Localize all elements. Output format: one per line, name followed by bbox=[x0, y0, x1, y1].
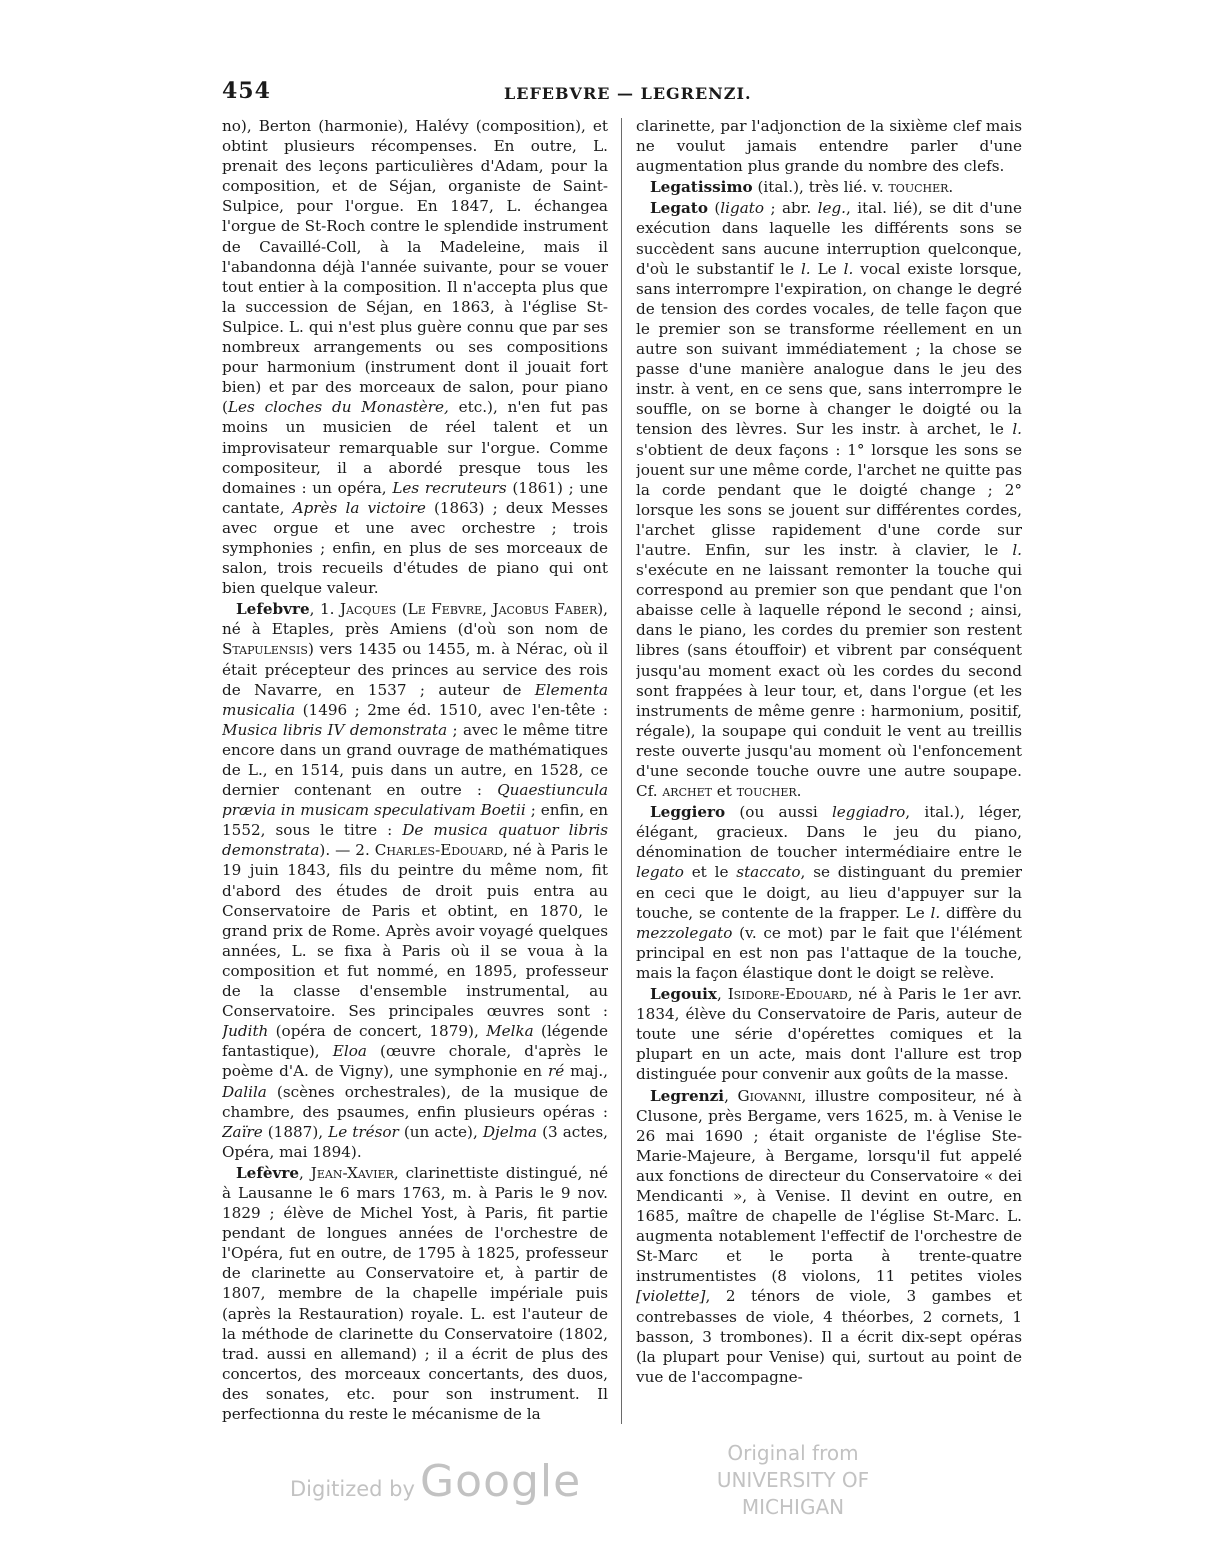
text-run: (1887), bbox=[262, 1122, 329, 1141]
italic-text: l. bbox=[843, 259, 854, 278]
headword: Legouix bbox=[650, 985, 717, 1004]
italic-text: ré bbox=[547, 1062, 565, 1081]
text-run: ) vers 1435 ou 1455, m. à Nérac, où il était précepteur des princes au service des rois de Navarre, en 1537 ; auteur de bbox=[222, 640, 608, 699]
small-caps-text: Giovanni bbox=[737, 1086, 802, 1105]
column-divider bbox=[621, 118, 622, 1424]
text-run: et le bbox=[683, 863, 737, 882]
text-run: , clarinettiste distingué, né à Lausanne le 6 mars 1763, m. à Paris le 9 nov. 1829 ; élève de Michel Yost, à Paris, fit partie pendant de longues années de l'orchestre de l'Opéra, fut en outre, de 1795 à 1825, professeur de clarinette au Conservatoire et, à partir de 1807, membre de la chapelle impériale puis (après la Restauration) royale. L. est l'auteur de la méthode de clarinette du Conservatoire (1802, trad. aussi en allemand) ; il a écrit de plus des concertos, des morceaux concertants, des duos, des sonates, etc. pour son instrument. Il perfectionna du reste le mécanisme de la bbox=[222, 1163, 608, 1423]
entry-paragraph bbox=[222, 599, 608, 1162]
italic-text: Eloa bbox=[332, 1042, 367, 1061]
text-run: (1863) ; deux Messes avec orgue et une avec orchestre ; trois symphonies ; enfin, en plus de ses morceaux de salon, trois recueils d'études de piano qui ont bien quelque valeur. bbox=[222, 498, 608, 598]
entry-paragraph bbox=[636, 1086, 1022, 1387]
italic-text: Le trésor bbox=[328, 1122, 399, 1141]
italic-text: l. bbox=[1012, 420, 1022, 439]
italic-text: Musica libris IV demonstrata bbox=[222, 720, 448, 739]
original-from-label: Original from bbox=[727, 1441, 859, 1465]
text-run: (1861) ; une cantate, bbox=[222, 478, 608, 517]
text-run: Le bbox=[810, 259, 844, 278]
small-caps-text: toucher bbox=[888, 178, 949, 197]
italic-text: Après la victoire bbox=[292, 498, 426, 517]
italic-text: Elementa musicalia bbox=[222, 680, 608, 719]
text-run: (opéra de concert, 1879), bbox=[268, 1022, 487, 1041]
entry-paragraph bbox=[222, 116, 608, 598]
small-caps-text: toucher bbox=[736, 782, 797, 801]
right-column bbox=[636, 116, 1022, 1436]
text-run: . bbox=[796, 782, 802, 801]
italic-text: l. bbox=[1012, 540, 1022, 559]
text-run: , 1. bbox=[309, 600, 340, 619]
small-caps-text: Stapulensis bbox=[222, 640, 308, 659]
text-run: (œuvre chorale, d'après le poème d'A. de Vigny), une symphonie en bbox=[222, 1042, 608, 1081]
google-wordmark: Google bbox=[420, 1456, 582, 1507]
text-run: etc.), n'en fut pas moins un musicien de réel talent et un improvisateur remarquable sur l'orgue. Comme compositeur, il a abordé presque tous les domaines : un opéra, bbox=[222, 398, 608, 497]
headword: Legatissimo bbox=[650, 178, 753, 197]
digitized-by-google bbox=[290, 1456, 581, 1507]
italic-text: staccato bbox=[736, 863, 801, 882]
text-run: . bbox=[948, 178, 954, 197]
text-run: , né à Paris le 19 juin 1843, fils du peintre du même nom, fit d'abord des études de droit puis entra au Conservatoire de Paris et obtint, en 1870, le grand prix de Rome. Après avoir voyagé quelques années, L. se fixa à Paris où il se voua à la composition et fut nommé, en 1895, professeur de la classe d'ensemble instrumental, au Conservatoire. Ses principales œuvres sont : bbox=[222, 841, 608, 1021]
text-run: , bbox=[724, 1086, 738, 1105]
text-run: (ital.), très lié. v. bbox=[752, 178, 889, 197]
original-from-notice bbox=[668, 1440, 918, 1521]
italic-text: leggiadro bbox=[831, 803, 906, 822]
headword: Legrenzi bbox=[650, 1086, 725, 1105]
text-run: , illustre compositeur, né à Clusone, près Bergame, vers 1625, m. à Venise le 26 mai 1690 ; était organiste de l'église Ste-Marie-Majeure, à Bergame, lorsqu'il fut appelé aux fonctions de directeur du Conservatoire « dei Mendicanti », à Venise. Il devint en outre, en 1685, maître de chapelle de l'église St-Marc. L. augmenta notablement l'effectif de l'orchestre de St-Marc et le porta à trente-quatre instrumentistes (8 violons, 11 petites violes bbox=[636, 1086, 1022, 1286]
text-run: ). — 2. bbox=[319, 841, 375, 860]
entry-paragraph bbox=[636, 116, 1022, 176]
italic-text: De musica quatuor libris demonstrata bbox=[222, 821, 608, 860]
text-run: s'obtient de deux façons : 1° lorsque les sons se jouent sur une même corde, l'archet ne quitte pas la corde pendant que le doigté change ; 2° lorsque les sons se jouent sur différentes cordes, l'archet glisse rapidement d'une corde sur l'autre. Enfin, sur les instr. à clavier, le bbox=[636, 440, 1022, 559]
small-caps-text: Jean-Xavier bbox=[310, 1163, 394, 1182]
text-run: (v. ce mot) par le fait que l'élément principal en est non pas l'attaque de la touche, mais la façon élastique dont le doigt se relève. bbox=[636, 923, 1022, 982]
small-caps-text: archet bbox=[662, 782, 712, 801]
italic-text: Les cloches du Monastère, bbox=[227, 398, 449, 417]
italic-text: Quaestiuncula prævia in musicam speculativam Boetii bbox=[222, 781, 608, 820]
italic-text: ligato bbox=[720, 199, 765, 218]
italic-text: Zaïre bbox=[222, 1122, 263, 1141]
headword: Leggiero bbox=[650, 803, 726, 822]
scan-watermark bbox=[0, 1440, 1207, 1519]
italic-text: Dalila bbox=[222, 1082, 267, 1101]
small-caps-text: Jacques (Le Febvre, Jacobus Faber) bbox=[339, 600, 604, 619]
entry-paragraph bbox=[636, 198, 1022, 801]
entry-paragraph bbox=[636, 984, 1022, 1084]
italic-text: mezzolegato bbox=[636, 923, 733, 942]
italic-text: Djelma bbox=[482, 1122, 538, 1141]
text-run: , ital.), léger, élégant, gracieux. Dans le jeu du piano, dénomination de toucher intermédiaire entre le bbox=[636, 803, 1022, 862]
italic-text: Melka bbox=[486, 1022, 534, 1041]
text-run: ; enfin, en 1552, sous le titre : bbox=[222, 801, 608, 840]
text-run: , ital. lié), se dit d'une exécution dans laquelle les différents sons se succèdent sans aucune interruption quelconque, d'où le substantif le bbox=[636, 199, 1022, 278]
entry-paragraph bbox=[636, 802, 1022, 983]
page-number: 454 bbox=[222, 78, 271, 104]
text-run: diffère du bbox=[940, 903, 1022, 922]
entry-paragraph bbox=[636, 177, 1022, 197]
running-title: LEFEBVRE — LEGRENZI. bbox=[504, 84, 752, 103]
text-run: (ou aussi bbox=[725, 803, 832, 822]
text-run: (un acte), bbox=[398, 1122, 483, 1141]
headword: Lefèvre bbox=[236, 1163, 300, 1182]
italic-text: leg. bbox=[817, 199, 847, 218]
text-run: et bbox=[711, 782, 737, 801]
italic-text: Les recruteurs bbox=[392, 478, 507, 497]
italic-text: l. bbox=[800, 259, 811, 278]
text-run: vocal existe lorsque, sans interrompre l'expiration, on change le degré de tension des cordes vocales, de telle façon que le premier son se transforme réellement en un autre son suivant immédiatement ; la chose se passe d'une manière analogue dans le jeu des instr. à vent, en ce sens que, sans interrompre le souffle, on se borne à changer le doigté ou la tension des lèvres. Sur les instr. à archet, le bbox=[636, 259, 1022, 439]
small-caps-text: Isidore-Edouard bbox=[727, 985, 848, 1004]
italic-text: legato bbox=[636, 863, 684, 882]
digitized-prefix: Digitized by bbox=[290, 1477, 415, 1501]
italic-text: Judith bbox=[222, 1022, 269, 1041]
italic-text: [violette] bbox=[636, 1287, 706, 1306]
page-header bbox=[222, 78, 1022, 110]
entry-paragraph bbox=[222, 1163, 608, 1424]
text-run: maj., bbox=[564, 1062, 608, 1081]
text-run: clarinette, par l'adjonction de la sixième clef mais ne voulut jamais entendre parler d'une augmentation plus grande du nombre des clefs. bbox=[636, 117, 1022, 176]
university-name: UNIVERSITY OF MICHIGAN bbox=[716, 1468, 870, 1519]
headword: Legato bbox=[650, 199, 708, 218]
text-run: (3 actes, Opéra, mai 1894). bbox=[222, 1122, 608, 1161]
text-run: ( bbox=[707, 199, 721, 218]
small-caps-text: Charles-Edouard bbox=[374, 841, 504, 860]
text-run: , né à Etaples, près Amiens (d'où son nom de bbox=[222, 600, 608, 639]
text-run: (scènes orchestrales), de la musique de chambre, des psaumes, enfin plusieurs opéras : bbox=[222, 1082, 608, 1121]
text-run: s'exécute en ne laissant remonter la touche qui correspond au premier son que pendant que l'on abaisse celle à laquelle répond le second ; ainsi, dans le piano, les cordes du premier son restent libres (sans étouffoir) et vibrent par conséquent jusqu'au moment exact où les cordes du second sont frappées à leur tour, et, dans l'orgue (et les instruments de même genre : harmonium, positif, régale), la soupape qui conduit le vent au treillis reste ouverte jusqu'au moment où l'enfoncement d'une seconde touche ouvre une autre soupape. Cf. bbox=[636, 561, 1022, 801]
italic-text: l. bbox=[930, 903, 941, 922]
left-column bbox=[222, 116, 608, 1436]
text-run: (légende fantastique), bbox=[222, 1022, 608, 1061]
text-run: (1496 ; 2me éd. 1510, avec l'en-tête : bbox=[295, 700, 608, 719]
text-run: , bbox=[716, 985, 728, 1004]
text-run: no), Berton (harmonie), Halévy (composition), et obtint plusieurs récompenses. En outre, L. prenait des leçons particulières d'Adam, pour la composition, et de Séjan, organiste de Saint-Sulpice, pour l'orgue. En 1847, L. échangea l'orgue de St-Roch contre le splendide instrument de Cavaillé-Coll, à la Madeleine, mais il l'abandonna déjà l'année suivante, pour se vouer tout entier à la composition. Il n'accepta plus que la succession de Séjan, en 1863, à l'église St-Sulpice. L. qui n'est plus guère connu que par ses nombreux arrangements ou ses compositions pour harmonium (instrument dont il jouait fort bien) et par des morceaux de salon, pour piano ( bbox=[222, 117, 608, 417]
text-run: , se distinguant du premier en ceci que le doigt, au lieu d'appuyer sur la touche, se contente de la frapper. Le bbox=[636, 863, 1022, 922]
text-run: , né à Paris le 1er avr. 1834, élève du Conservatoire de Paris, auteur de toute une série d'opérettes comiques et la plupart en un acte, mais dont l'allure est trop distinguée pour convenir aux goûts de la masse. bbox=[636, 985, 1022, 1084]
headword: Lefebvre bbox=[236, 600, 310, 619]
text-run: , 2 ténors de viole, 3 gambes et contrebasses de viole, 4 théorbes, 2 cornets, 1 basson, 3 trombones). Il a écrit dix-sept opéras (la plupart pour Venise) qui, surtout au point de vue de l'accompagne- bbox=[636, 1287, 1022, 1386]
text-run: ; avec le même titre encore dans un grand ouvrage de mathématiques de L., en 1514, puis dans un autre, en 1528, ce dernier contenant en outre : bbox=[222, 720, 608, 800]
text-run: , bbox=[299, 1163, 311, 1182]
text-run: ; abr. bbox=[764, 199, 818, 218]
